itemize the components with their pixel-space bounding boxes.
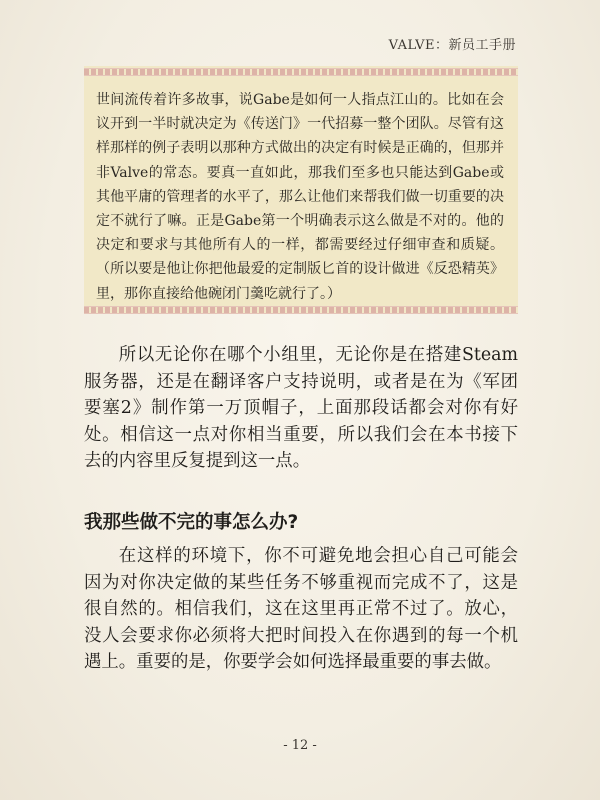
page-number: - 12 - xyxy=(283,738,317,753)
callout-bottom-border xyxy=(84,306,518,314)
section-heading: 我那些做不完的事怎么办? xyxy=(84,512,299,533)
callout-text: 世间流传着许多故事，说Gabe是如何一人指点江山的。比如在会议开到一半时就决定为《传送门》一代招募一整个团队。尽管有这样那样的例子表明以那种方式做出的决定有时候是正确的，但那并非Valve的常态。要真一直如此，那我们至多也只能达到Gabe或其他平庸的管理者的水平了，那么让他们来帮我们做一切重要的决定不就行了嘛。正是Gabe第一个明确表示这么做是不对的。他的决定和要求与其他所有人的一样，都需要经过仔细审查和质疑。（所以要是他让你把他最爱的定制版匕首的设计做进《反恐精英》里，那你直接给他碗闭门羹吃就行了。） xyxy=(96,92,504,302)
body-paragraph-1: 所以无论你在哪个小组里，无论你是在搭建Steam服务器，还是在翻译客户支持说明，或者是在为《军团要塞2》制作第一万顶帽子，上面那段话都会对你有好处。相信这一点对你相当重要，所以我们会在本书接下去的内容里反复提到这一点。 xyxy=(84,345,518,471)
running-header: VALVE：新员工手册 xyxy=(388,38,516,53)
callout-top-border xyxy=(84,68,518,76)
body-paragraph-2: 在这样的环境下，你不可避免地会担心自己可能会因为对你决定做的某些任务不够重视而完成不了，这是很自然的。相信我们，这在这里再正常不过了。放心，没人会要求你必须将大把时间投入在你遇到的每一个机遇上。重要的是，你要学会如何选择最重要的事去做。 xyxy=(84,546,518,672)
